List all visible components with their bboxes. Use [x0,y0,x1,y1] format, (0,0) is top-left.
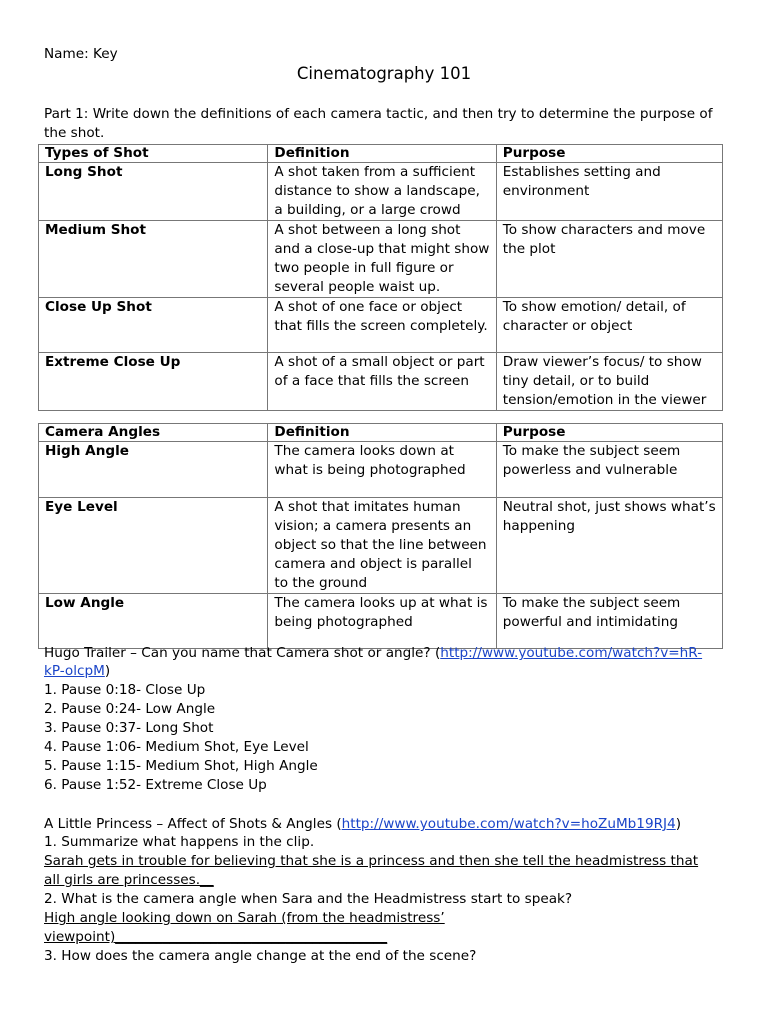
purpose-cell: To make the subject seem powerful and intimidating [496,594,722,649]
table-row [39,442,723,498]
purpose-cell: Establishes setting and environment [496,163,722,221]
definition-cell: A shot of a small object or part of a face that fills the screen [268,353,496,411]
princess-video-link[interactable]: http://www.youtube.com/watch?v=hoZuMb19RJ4 [341,816,676,832]
name-line: Name: Key [44,46,118,62]
list-item: 2. Pause 0:24- Low Angle [44,701,216,717]
hugo-video-link[interactable]: http://www.youtube.com/watch?v=hR- [440,645,703,661]
angles-table-header [39,424,723,442]
table-row [39,498,723,594]
shot-name-cell: Extreme Close Up [39,353,268,411]
hugo-intro-cont [44,662,110,680]
princess-intro-close: ) [675,816,682,832]
hugo-intro-close: ) [104,663,111,679]
table-row [39,163,723,221]
answer-2-line-2: viewpoint)________________________________________ [44,929,388,945]
shot-name-cell: Close Up Shot [39,298,268,353]
shot-name-cell: Long Shot [39,163,268,221]
question-2: 2. What is the camera angle when Sara and the Headmistress start to speak? [44,891,573,907]
answer-1-line-2: all girls are princesses.__ [44,872,214,888]
answer-2-line-1: High angle looking down on Sarah (from the headmistress’ [44,910,445,926]
definition-cell: The camera looks up at what is being photographed [268,594,496,649]
list-item: 6. Pause 1:52- Extreme Close Up [44,777,267,793]
hugo-intro-text: Hugo Trailer – Can you name that Camera shot or angle? ( [44,645,441,661]
list-item: 3. Pause 0:37- Long Shot [44,720,214,736]
list-item: 1. Pause 0:18- Close Up [44,682,206,698]
purpose-cell: Draw viewer’s focus/ to show tiny detail, or to build tension/emotion in the viewer [496,353,722,411]
purpose-cell: To show characters and move the plot [496,221,722,298]
part1-instruction: Part 1: Write down the definitions of each camera tactic, and then try to determine the purpose of the shot. [44,106,713,141]
definition-cell: A shot between a long shot and a close-up that might show two people in full figure or several people waist up. [268,221,496,298]
angles-table [38,423,723,649]
definition-cell: The camera looks down at what is being photographed [268,442,496,498]
angle-name-cell: High Angle [39,442,268,498]
purpose-cell: To show emotion/ detail, of character or object [496,298,722,353]
table-row [39,221,723,298]
table-row [39,594,723,649]
princess-intro [44,815,681,833]
page-title: Cinematography 101 [296,64,472,83]
purpose-cell: Neutral shot, just shows what’s happening [496,498,722,594]
hugo-video-link[interactable]: kP-olcpM [44,663,105,679]
list-item: 4. Pause 1:06- Medium Shot, Eye Level [44,739,309,755]
definition-cell: A shot taken from a sufficient distance to show a landscape, a building, or a large crowd [268,163,496,221]
question-1: 1. Summarize what happens in the clip. [44,834,315,850]
header-cell: Types of Shot [39,145,268,163]
angle-name-cell: Eye Level [39,498,268,594]
question-3: 3. How does the camera angle change at the end of the scene? [44,948,477,964]
header-cell: Camera Angles [39,424,268,442]
definition-cell: A shot of one face or object that fills the screen completely. [268,298,496,353]
shots-table-header [39,145,723,163]
purpose-cell: To make the subject seem powerless and vulnerable [496,442,722,498]
hugo-intro [44,644,702,662]
list-item: 5. Pause 1:15- Medium Shot, High Angle [44,758,318,774]
answer-1-line-1: Sarah gets in trouble for believing that she is a princess and then she tell the headmistress that [44,853,699,869]
shot-name-cell: Medium Shot [39,221,268,298]
angle-name-cell: Low Angle [39,594,268,649]
table-row [39,298,723,353]
header-cell: Purpose [496,424,722,442]
header-cell: Purpose [496,145,722,163]
definition-cell: A shot that imitates human vision; a camera presents an object so that the line between camera and object is parallel to the ground [268,498,496,594]
shots-table [38,144,723,411]
header-cell: Definition [268,145,496,163]
table-row [39,353,723,411]
header-cell: Definition [268,424,496,442]
princess-intro-text: A Little Princess – Affect of Shots & Angles ( [44,816,342,832]
